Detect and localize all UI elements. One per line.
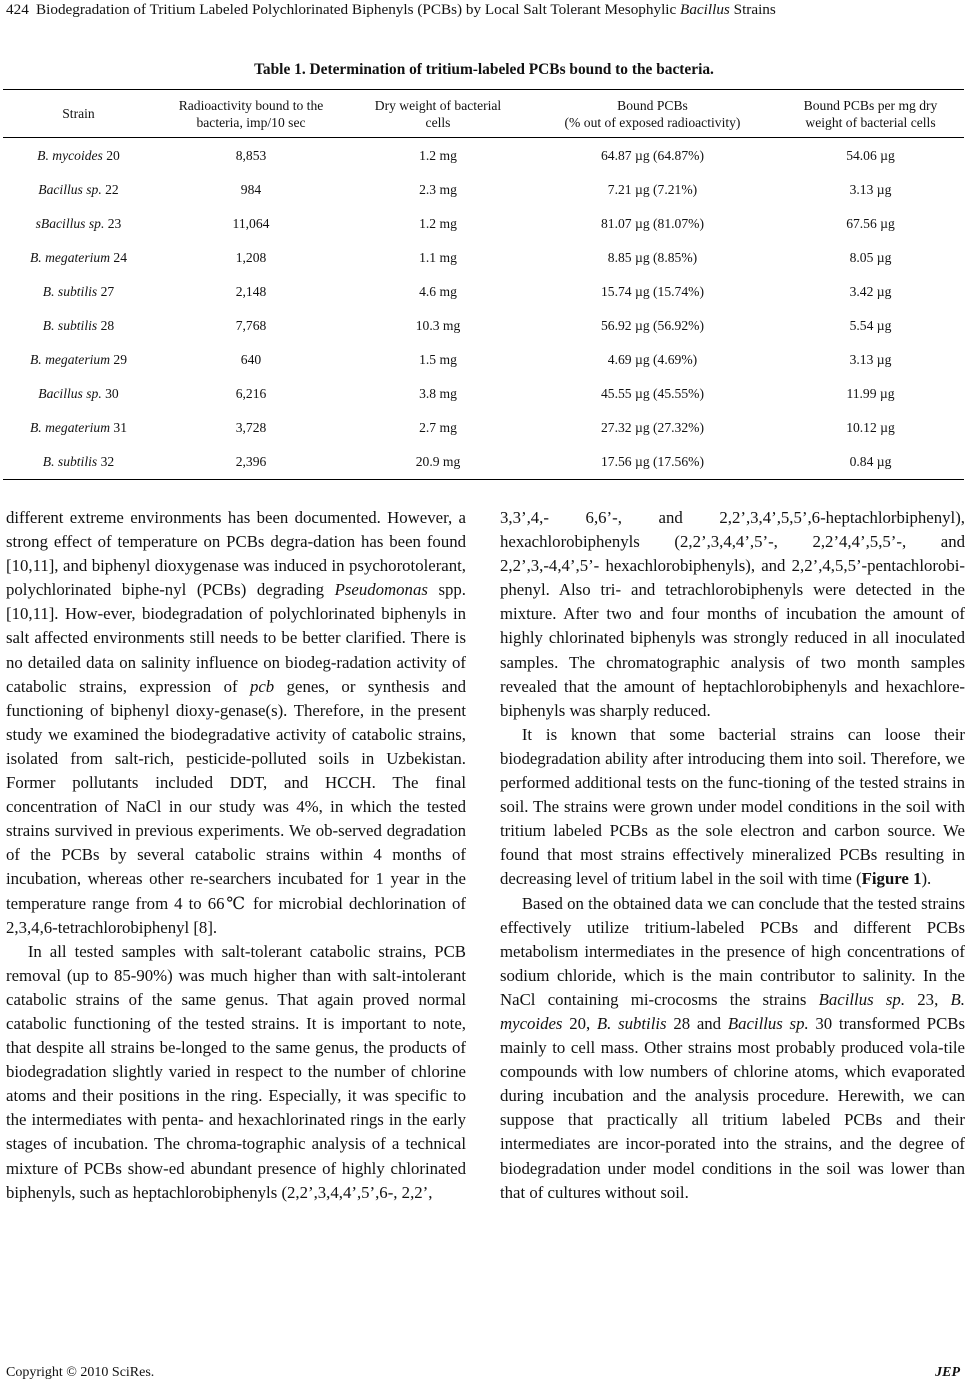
cell-bound-per-mg: 0.84 µg [777, 445, 964, 480]
italic-text: Bacillus sp. [818, 989, 906, 1009]
header-line: Strain [62, 106, 95, 121]
cell-bound-per-mg: 8.05 µg [849, 249, 892, 265]
cell-dry-weight: 3.8 mg [419, 386, 457, 402]
header-line: bacteria, imp/10 sec [196, 114, 306, 130]
cell-bound-per-mg: 3.13 µg [849, 181, 892, 197]
running-title-prefix: Biodegradation of Tritium Labeled Polychlorinated Biphenyls (PCBs) by Local Salt Tolerant Mesophylic [36, 1, 681, 18]
paragraph [500, 506, 965, 723]
cell-bound-per-mg: 11.99 µg [846, 386, 895, 402]
cell-radioactivity: 3,728 [235, 420, 267, 436]
cell-bound-pcbs: 27.32 µg (27.32%) [601, 420, 704, 436]
italic-text: B. mycoides [500, 989, 965, 1033]
strain-species: B. subtilis [42, 454, 98, 470]
table-body [3, 138, 964, 480]
table-row [3, 138, 964, 173]
table-caption: Table 1. Determination of tritium-labeled PCBs bound to the bacteria. [254, 61, 714, 78]
table-row [3, 240, 964, 274]
cell-strain [3, 308, 154, 342]
strain-number: 27 [97, 283, 115, 299]
cell-radioactivity: 2,396 [154, 445, 348, 480]
header-line: weight of bacterial cells [805, 114, 936, 130]
strain-number: 22 [101, 181, 119, 197]
header-line: Bound PCBs [617, 97, 688, 113]
text-run: It is known that some bacterial strains can loose their biodegradation ability after introducing them into soil. Therefore, we performed additional tests on the func-tioning of the tested strains in soil. The strains were grown under model conditions in the soil with tritium labeled PCBs as the sole electron and carbon source. We found that most strains effectively mineralized PCBs resulting in decreasing level of tritium label in the soil with time ( [500, 724, 965, 889]
strain-number: 24 [110, 249, 128, 265]
page-number: 424 [6, 1, 29, 18]
cell-bound-per-mg: 3.13 µg [849, 352, 892, 368]
cell-radioactivity: 7,768 [235, 318, 267, 334]
cell-strain [3, 172, 154, 206]
text-run: 3,3’,4,- 6,6’-, and 2,2’,3,4’,5,5’,6-heptachlorbiphenyl), hexachlorobiphenyls (2,2’,3,4,4’,5’-, 2,2’4,4’,5,5’-, and 2,2’,3,-4,4’,5’- hexachlorobiphenyls), and 2,2’,4,5,5’-pentachlorobi-phenyl. Also tri- and tetrachlorobiphenyls were detected in the mixture. After two and four months of incubation the amount of highly chlorinated biphenyls was strongly reduced in all inoculated samples. The chromatographic analysis of two month samples revealed that the amount of heptachlorobiphenyls and hexachlore-biphenyls was sharply reduced. [500, 508, 965, 720]
cell-bound-pcbs: 64.87 µg (64.87%) [601, 147, 704, 163]
cell-bound-pcbs: 17.56 µg (17.56%) [528, 445, 777, 480]
cell-strain [3, 377, 154, 411]
table-row [3, 343, 964, 377]
table-row [3, 172, 964, 206]
body-column-right [500, 506, 965, 1205]
strain-number: 30 [101, 386, 119, 402]
strain-species: sBacillus sp. [35, 215, 105, 231]
table-row [3, 377, 964, 411]
footer-journal: JEP [935, 1365, 960, 1380]
cell-bound-pcbs: 56.92 µg (56.92%) [601, 318, 704, 334]
cell-strain [3, 411, 154, 445]
cell-bound-pcbs: 45.55 µg (45.55%) [601, 386, 704, 402]
strain-species: B. megaterium [29, 249, 111, 265]
cell-strain [3, 206, 154, 240]
strain-number: 31 [110, 420, 128, 436]
header-line: Bound PCBs per mg dry [803, 97, 938, 113]
cell-dry-weight: 1.5 mg [419, 352, 457, 368]
strain-number: 28 [97, 318, 115, 334]
cell-bound-per-mg: 5.54 µg [849, 318, 892, 334]
cell-strain [3, 138, 154, 173]
strain-species: Bacillus sp. [38, 181, 102, 197]
paragraph [6, 506, 466, 940]
cell-bound-per-mg: 3.42 µg [849, 283, 892, 299]
cell-bound-pcbs: 81.07 µg (81.07%) [601, 215, 704, 231]
header-strain [3, 90, 154, 138]
cell-bound-pcbs: 4.69 µg (4.69%) [607, 352, 698, 368]
strain-number: 32 [97, 454, 115, 470]
italic-text: Bacillus sp. [727, 1013, 809, 1033]
cell-radioactivity: 984 [240, 181, 262, 197]
body-column-left [6, 506, 466, 1205]
paragraph [6, 940, 466, 1205]
cell-bound-per-mg: 54.06 µg [846, 147, 895, 163]
cell-dry-weight: 2.3 mg [419, 181, 457, 197]
text-run: 28 and [666, 1013, 728, 1033]
strain-number: 23 [104, 215, 122, 231]
cell-radioactivity: 1,208 [235, 249, 267, 265]
header-line: Radioactivity bound to the [178, 97, 324, 113]
text-run: spp. [10,11]. How-ever, biodegradation of polychlorinated biphenyls in salt affected environments still needs to be better clarified. There is no detailed data on salinity influence on biodeg-radation activity of catabolic strains, expression of [6, 580, 466, 696]
strain-species: B. megaterium [29, 352, 111, 368]
text-run: Based on the obtained data we can conclude that the tested strains effectively utilize tritium-labeled PCBs and different PCBs metabolism intermediates in the presence of high concentrations of sodium chloride, which is the main contributor to salinity. In the NaCl containing mi-crocosms the strains [500, 893, 965, 1009]
cell-dry-weight: 1.1 mg [419, 249, 457, 265]
cell-radioactivity: 8,853 [235, 147, 267, 163]
table-row [3, 445, 964, 480]
cell-bound-pcbs: 15.74 µg (15.74%) [601, 283, 704, 299]
header-radioactivity [154, 90, 348, 138]
paragraph [500, 723, 965, 892]
table-row [3, 274, 964, 308]
cell-strain [3, 343, 154, 377]
table-row [3, 308, 964, 342]
running-title [36, 1, 776, 18]
strain-number: 29 [110, 352, 128, 368]
cell-dry-weight: 20.9 mg [348, 445, 528, 480]
running-title-italic: Bacillus [680, 1, 730, 18]
text-run: ). [921, 869, 932, 889]
running-header [6, 0, 966, 20]
table-header-row [3, 90, 964, 138]
results-table [3, 89, 964, 480]
cell-bound-pcbs: 8.85 µg (8.85%) [607, 249, 698, 265]
cell-dry-weight: 10.3 mg [415, 318, 461, 334]
text-run: In all tested samples with salt-tolerant catabolic strains, PCB removal (up to 85-90%) was much higher than with salt-intolerant catabolic strains of the same genus. That again proved normal catabolic functioning of the tested strains. It is important to note, that despite all strains be-longed to the same genus, the products of biodegradation slightly varied in respect to the number of chlorine atoms and their positions in the ring. Especially, it was specific to the intermediates with penta- and hexachlorinated rings in the early stages of incubation. The chroma-tographic analysis of a technical mixture of PCBs show-ed abundant presence of highly chlorinated biphenyls, such as heptachlorobiphenyls (2,2’,3,4,4’,5’,6-, 2,2’, [6, 941, 466, 1202]
paragraph [500, 892, 965, 1205]
text-run: 20, [562, 1013, 597, 1033]
cell-dry-weight: 1.2 mg [419, 215, 457, 231]
text-run: different extreme environments has been documented. However, a strong effect of temperature on PCBs degra-dation has been found [10,11], and biphenyl dioxygenase was induced in psychorotolerant, polychlorinated biphe-nyl (PCBs) degrading [6, 508, 466, 600]
strain-species: B. subtilis [42, 318, 98, 334]
strain-species: Bacillus sp. [38, 386, 102, 402]
header-line: (% out of exposed radioactivity) [564, 114, 741, 130]
cell-bound-per-mg: 10.12 µg [846, 420, 895, 436]
cell-radioactivity: 11,064 [232, 215, 270, 231]
cell-strain [3, 445, 154, 480]
cell-radioactivity: 640 [240, 352, 262, 368]
table-row [3, 206, 964, 240]
cell-strain [3, 274, 154, 308]
text-run: 30 transformed PCBs mainly to cell mass. Other strains most probably produced vola-tile compounds with low numbers of chlorine atoms, which evaporated during incubation and the analysis procedure. Herewith, we can suppose that practically all tritium labeled PCBs and their intermediates are incor-porated into the strains, and the degree of biodegradation under model conditions in the soil was lower than that of cultures without soil. [500, 1013, 965, 1202]
cell-dry-weight: 1.2 mg [419, 147, 457, 163]
strain-species: B. mycoides [37, 147, 103, 163]
strain-species: B. subtilis [42, 283, 98, 299]
cell-bound-pcbs: 7.21 µg (7.21%) [607, 181, 698, 197]
cell-bound-per-mg: 67.56 µg [846, 215, 895, 231]
header-line: cells [425, 114, 451, 130]
strain-number: 20 [102, 147, 120, 163]
cell-dry-weight: 4.6 mg [419, 283, 457, 299]
italic-text: B. subtilis [596, 1013, 667, 1033]
text-run: 23, [905, 989, 951, 1009]
cell-radioactivity: 6,216 [235, 386, 267, 402]
text-run: genes, or synthesis and functioning of biphenyl dioxy-genase(s). Therefore, in the present study we examined the biodegradative activity of catabolic strains, isolated from salt-rich, pesticide-polluted soils in Uzbekistan. Former pollutants included DDT, and HCCH. The final concentration of NaCl in our study was 4%, in which the tested strains survived in previous experiments. We ob-served degradation of the PCBs by several catabolic strains within 4 months of incubation, whereas other re-searchers incubated for 1 year in the temperature range from 4 to 66℃ for microbial dechlorination of 2,3,4,6-tetrachlorobiphenyl [8]. [6, 676, 466, 937]
header-bound-pcbs [528, 90, 777, 138]
header-bound-per-mg [777, 90, 964, 138]
cell-radioactivity: 2,148 [235, 283, 267, 299]
italic-text: pcb [249, 676, 275, 696]
cell-dry-weight: 2.7 mg [419, 420, 457, 436]
footer-copyright: Copyright © 2010 SciRes. [6, 1365, 155, 1380]
header-dry-weight [348, 90, 528, 138]
strain-species: B. megaterium [29, 420, 111, 436]
cell-strain [3, 240, 154, 274]
table-row [3, 411, 964, 445]
figure-reference: Figure 1 [861, 869, 922, 889]
running-title-suffix: Strains [729, 1, 776, 18]
header-line: Dry weight of bacterial [374, 97, 502, 113]
italic-text: Pseudomonas [334, 580, 428, 600]
